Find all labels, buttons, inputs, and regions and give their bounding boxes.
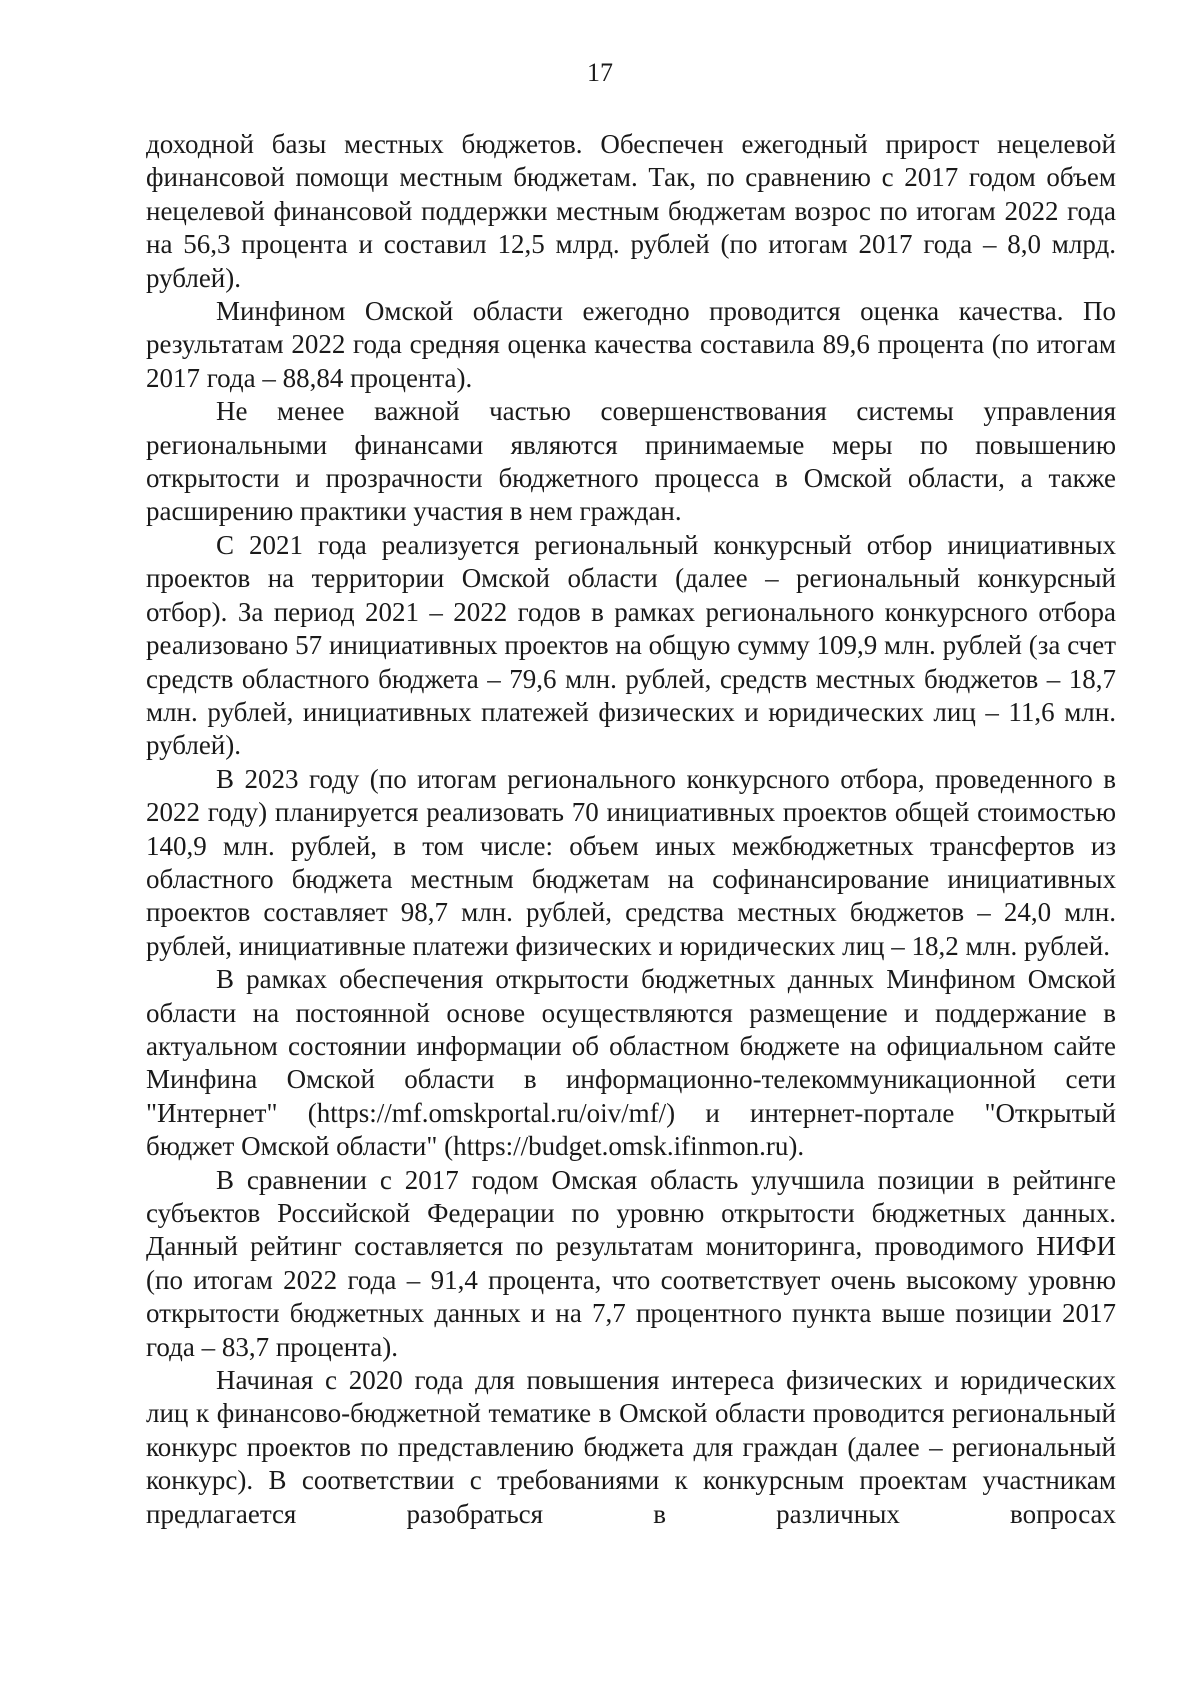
paragraph: доходной базы местных бюджетов. Обеспечен ежегодный прирост нецелевой финансовой помощи местным бюджетам. Так, по сравнению с 2017 годом объем нецелевой финансовой поддержки местным бюджетам возрос по итогам 2022 года на 56,3 процента и составил 12,5 млрд. рублей (по итогам 2017 года – 8,0 млрд. рублей).: [146, 129, 1116, 293]
document-body: [146, 128, 1116, 1531]
paragraph: В рамках обеспечения открытости бюджетных данных Минфином Омской области на постоянной основе осуществляются размещение и поддержание в актуальном состоянии информации об областном бюджете на официальном сайте Минфина Омской области в информационно-телекоммуникационной сети "Интернет" (https://mf.omskportal.ru/oiv/mf/) и интернет-портале "Открытый бюджет Омской области" (https://budget.omsk.ifinmon.ru).: [146, 964, 1116, 1162]
paragraph: В сравнении с 2017 годом Омская область улучшила позиции в рейтинге субъектов Российской Федерации по уровню открытости бюджетных данных. Данный рейтинг составляется по результатам мониторинга, проводимого НИФИ (по итогам 2022 года – 91,4 процента, что соответствует очень высокому уровню открытости бюджетных данных и на 7,7 процентного пункта выше позиции 2017 года – 83,7 процента).: [146, 1164, 1116, 1362]
paragraph: С 2021 года реализуется региональный конкурсный отбор инициативных проектов на территории Омской области (далее – региональный конкурсный отбор). За период 2021 – 2022 годов в рамках регионального конкурсного отбора реализовано 57 инициативных проектов на общую сумму 109,9 млн. рублей (за счет средств областного бюджета – 79,6 млн. рублей, средств местных бюджетов – 18,7 млн. рублей, инициативных платежей физических и юридических лиц – 11,6 млн. рублей).: [146, 529, 1116, 761]
page-number: 17: [587, 58, 613, 87]
paragraph: Начиная с 2020 года для повышения интереса физических и юридических лиц к финансово-бюджетной тематике в Омской области проводится региональный конкурс проектов по представлению бюджета для граждан (далее – региональный конкурс). В соответствии с требованиями к конкурсным проектам участникам предлагается разобраться в различных вопросах: [146, 1365, 1116, 1529]
paragraph: Не менее важной частью совершенствования системы управления региональными финансами являются принимаемые меры по повышению открытости и прозрачности бюджетного процесса в Омской области, а также расширению практики участия в нем граждан.: [146, 396, 1116, 527]
paragraph: В 2023 году (по итогам регионального конкурсного отбора, проведенного в 2022 году) планируется реализовать 70 инициативных проектов общей стоимостью 140,9 млн. рублей, в том числе: объем иных межбюджетных трансфертов из областного бюджета местным бюджетам на софинансирование инициативных проектов составляет 98,7 млн. рублей, средства местных бюджетов – 24,0 млн. рублей, инициативные платежи физических и юридических лиц – 18,2 млн. рублей.: [146, 763, 1116, 961]
paragraph: Минфином Омской области ежегодно проводится оценка качества. По результатам 2022 года средняя оценка качества составила 89,6 процента (по итогам 2017 года – 88,84 процента).: [146, 296, 1116, 393]
